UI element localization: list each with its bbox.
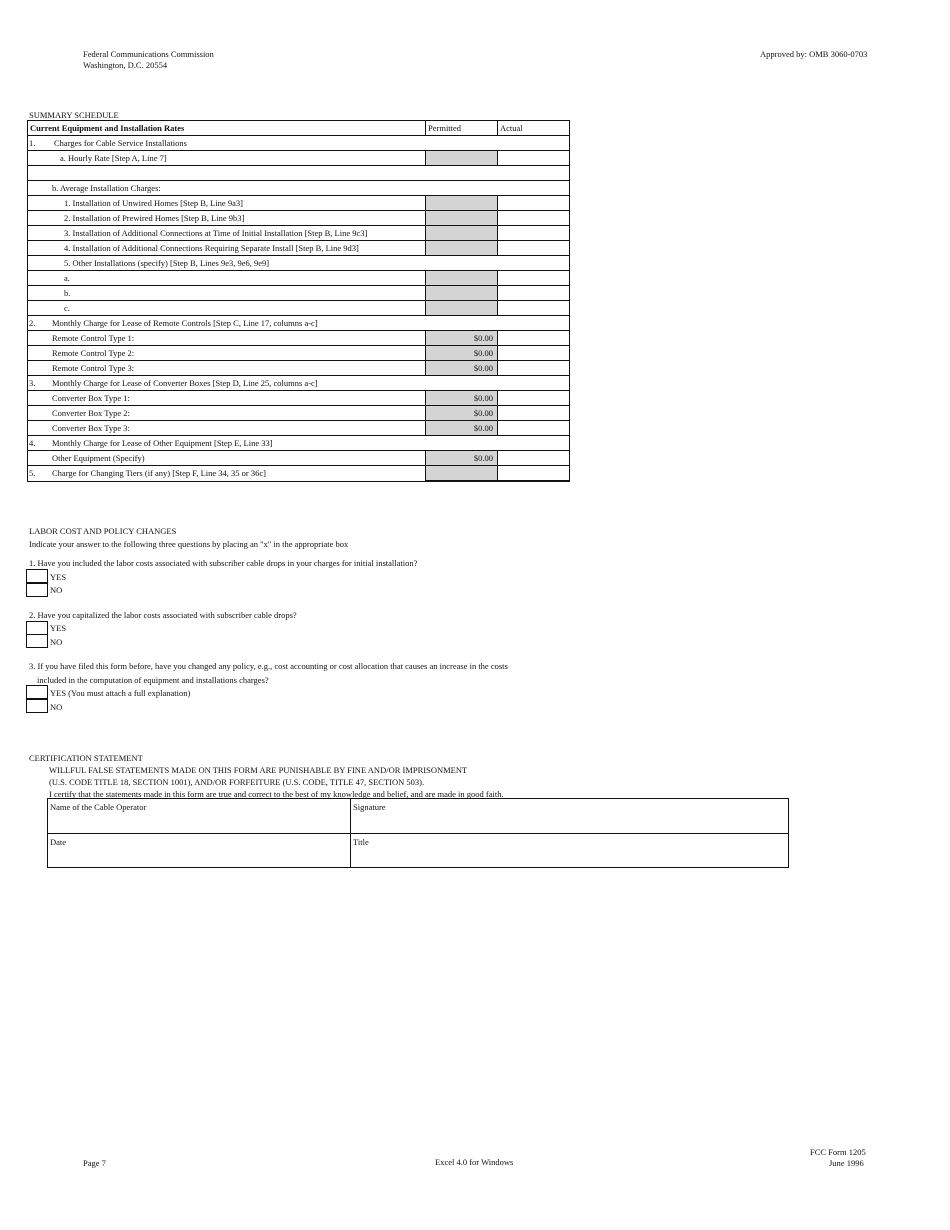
row-label: Remote Control Type 1: — [52, 333, 135, 343]
row-label: 2. Installation of Prewired Homes [Step B, Line 9b3] — [64, 213, 245, 223]
col-header-actual: Actual — [500, 123, 523, 133]
table-row — [28, 181, 569, 196]
table-row — [28, 286, 569, 301]
q1-yes-label: YES — [50, 572, 67, 582]
row-label: b. Average Installation Charges: — [52, 183, 161, 193]
labor-title: LABOR COST AND POLICY CHANGES — [29, 526, 177, 536]
permitted-cell[interactable]: $0.00 — [425, 420, 498, 436]
certification-warning-2: (U.S. CODE TITLE 18, SECTION 1001), AND/OR FORFEITURE (U.S. CODE, TITLE 47, SECTION 503). — [49, 777, 425, 787]
row-label: Other Equipment (Specify) — [52, 453, 145, 463]
row-label: Charges for Cable Service Installations — [54, 138, 187, 148]
col-header-permitted: Permitted — [425, 121, 498, 135]
row-label: a. — [64, 273, 70, 283]
row-number: 1. — [29, 138, 36, 148]
question-3-line1: 3. If you have filed this form before, have you changed any policy, e.g., cost accounting or cost allocation that causes an increase in the costs — [29, 661, 508, 671]
row-label: 3. Installation of Additional Connections at Time of Initial Installation [Step B, Line 9c3] — [64, 228, 368, 238]
table-row — [28, 421, 569, 436]
page-number: Page 7 — [83, 1158, 106, 1168]
form-date: June 1996 — [829, 1158, 864, 1168]
row-label: Monthly Charge for Lease of Other Equipment [Step E, Line 33] — [52, 438, 273, 448]
summary-title: SUMMARY SCHEDULE — [29, 110, 119, 120]
permitted-cell[interactable]: $0.00 — [425, 450, 498, 466]
software-version: Excel 4.0 for Windows — [435, 1157, 514, 1167]
row-label: Converter Box Type 1: — [52, 393, 130, 403]
date-label: Date — [50, 837, 67, 847]
certification-table — [47, 798, 789, 868]
row-label: Remote Control Type 2: — [52, 348, 135, 358]
q2-no-label: NO — [50, 637, 63, 647]
actual-cell[interactable] — [498, 390, 570, 406]
actual-cell[interactable] — [498, 240, 570, 256]
question-2: 2. Have you capitalized the labor costs associated with subscriber cable drops? — [29, 610, 297, 620]
permitted-cell[interactable] — [425, 210, 498, 226]
table-row — [28, 166, 569, 181]
certification-statement: I certify that the statements made in this form are true and correct to the best of my knowledge and belief, and are made in good faith. — [49, 789, 504, 799]
row-label: 5. Other Installations (specify) [Step B, Lines 9e3, 9e6, 9e9] — [64, 258, 270, 268]
col-header-rates: Current Equipment and Installation Rates — [30, 123, 185, 133]
row-number: 5. — [29, 468, 36, 478]
row-number: 4. — [29, 438, 36, 448]
operator-name-label: Name of the Cable Operator — [50, 802, 147, 812]
row-label: a. Hourly Rate [Step A, Line 7] — [60, 153, 167, 163]
q1-yes-checkbox[interactable] — [26, 569, 48, 583]
signature-label: Signature — [353, 802, 386, 812]
table-row — [28, 136, 569, 151]
row-label: Monthly Charge for Lease of Remote Controls [Step C, Line 17, columns a-c] — [52, 318, 318, 328]
table-row — [28, 211, 569, 226]
table-row — [28, 376, 569, 391]
table-row — [28, 391, 569, 406]
permitted-cell[interactable] — [425, 465, 498, 481]
row-label: Remote Control Type 3: — [52, 363, 135, 373]
agency-address: Washington, D.C. 20554 — [83, 60, 168, 70]
date-field[interactable] — [48, 834, 350, 867]
table-row — [28, 241, 569, 256]
table-row — [28, 301, 569, 316]
form-number: FCC Form 1205 — [810, 1147, 866, 1157]
permitted-cell[interactable]: $0.00 — [425, 330, 498, 346]
permitted-cell[interactable]: $0.00 — [425, 345, 498, 361]
row-label: Converter Box Type 3: — [52, 423, 130, 433]
q3-yes-label: YES (You must attach a full explanation) — [50, 688, 191, 698]
agency-name: Federal Communications Commission — [83, 49, 214, 59]
q2-yes-label: YES — [50, 623, 67, 633]
table-row — [28, 196, 569, 211]
permitted-cell[interactable] — [425, 285, 498, 301]
table-row — [28, 406, 569, 421]
q2-no-checkbox[interactable] — [26, 634, 48, 648]
permitted-cell[interactable] — [425, 225, 498, 241]
table-row — [28, 151, 569, 166]
row-number: 3. — [29, 378, 36, 388]
table-row — [28, 466, 569, 481]
q3-yes-checkbox[interactable] — [26, 685, 48, 699]
permitted-cell[interactable] — [425, 300, 498, 316]
summary-schedule-table — [27, 120, 570, 482]
q1-no-label: NO — [50, 585, 63, 595]
q3-no-label: NO — [50, 702, 63, 712]
permitted-cell[interactable] — [425, 150, 498, 166]
certification-warning-1: WILLFUL FALSE STATEMENTS MADE ON THIS FORM ARE PUNISHABLE BY FINE AND/OR IMPRISONMENT — [49, 765, 468, 775]
row-number: 2. — [29, 318, 36, 328]
table-row — [28, 346, 569, 361]
table-row — [28, 361, 569, 376]
table-row — [28, 271, 569, 286]
row-label: Charge for Changing Tiers (if any) [Step F, Line 34, 35 or 36c] — [52, 468, 266, 478]
q2-yes-checkbox[interactable] — [26, 621, 48, 635]
row-label: 1. Installation of Unwired Homes [Step B, Line 9a3] — [64, 198, 243, 208]
actual-cell[interactable] — [498, 330, 570, 346]
title-field[interactable] — [351, 834, 788, 867]
actual-cell[interactable] — [498, 285, 570, 301]
table-row — [28, 226, 569, 241]
permitted-cell[interactable]: $0.00 — [425, 405, 498, 421]
table-row — [28, 451, 569, 466]
actual-cell[interactable] — [498, 450, 570, 466]
actual-cell[interactable] — [498, 150, 570, 166]
permitted-cell[interactable]: $0.00 — [425, 360, 498, 376]
actual-cell[interactable] — [498, 405, 570, 421]
certification-title: CERTIFICATION STATEMENT — [29, 753, 143, 763]
table-header-row — [28, 121, 569, 136]
table-row — [28, 436, 569, 451]
permitted-cell[interactable] — [425, 240, 498, 256]
table-row — [28, 316, 569, 331]
row-label: b. — [64, 288, 71, 298]
labor-instructions: Indicate your answer to the following three questions by placing an "x" in the appropriate box — [29, 539, 349, 549]
actual-cell[interactable] — [498, 360, 570, 376]
question-1: 1. Have you included the labor costs associated with subscriber cable drops in your charges for initial installation? — [29, 558, 418, 568]
actual-cell[interactable] — [498, 270, 570, 286]
row-label: c. — [64, 303, 70, 313]
title-label: Title — [353, 837, 369, 847]
omb-approval: Approved by: OMB 3060-0703 — [760, 49, 868, 59]
signature-field[interactable] — [351, 799, 788, 833]
q3-no-checkbox[interactable] — [26, 699, 48, 713]
question-3-line2: included in the computation of equipment and installations charges? — [37, 675, 269, 685]
actual-cell[interactable] — [498, 210, 570, 226]
row-label: Monthly Charge for Lease of Converter Boxes [Step D, Line 25, columns a-c] — [52, 378, 318, 388]
table-row — [28, 256, 569, 271]
permitted-cell[interactable]: $0.00 — [425, 390, 498, 406]
operator-name-field[interactable] — [48, 799, 350, 833]
row-label: Converter Box Type 2: — [52, 408, 130, 418]
actual-cell[interactable] — [498, 195, 570, 211]
permitted-cell[interactable] — [425, 195, 498, 211]
permitted-cell[interactable] — [425, 270, 498, 286]
actual-cell[interactable] — [498, 300, 570, 316]
actual-cell[interactable] — [498, 420, 570, 436]
q1-no-checkbox[interactable] — [26, 583, 48, 597]
actual-cell[interactable] — [498, 225, 570, 241]
actual-cell[interactable] — [498, 345, 570, 361]
table-row — [28, 331, 569, 346]
actual-cell[interactable] — [498, 465, 570, 481]
row-label: 4. Installation of Additional Connections Requiring Separate Install [Step B, Line 9d3] — [64, 243, 359, 253]
